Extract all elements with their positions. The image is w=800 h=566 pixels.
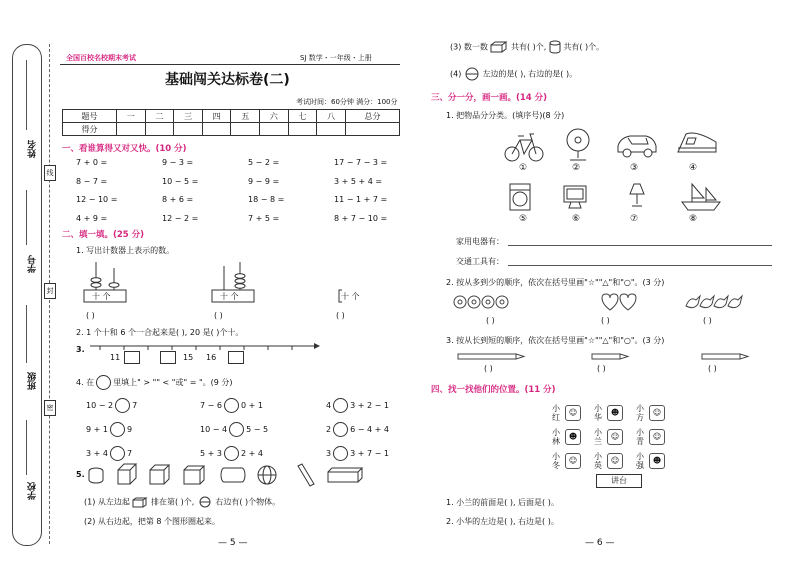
comparison-left: 3 [326,449,332,458]
comparison-left: 3 + 4 [86,449,108,458]
q4-prompt [76,375,233,390]
flower-icon [454,296,466,308]
comparison-right: 2 + 4 [240,449,263,458]
comparison-right: 7 [126,449,133,458]
numline-box[interactable] [124,351,140,364]
bird-icon [728,296,742,308]
score-table [62,109,400,136]
pencil-answer-3[interactable]: ( ) [708,364,717,373]
q5-part1 [84,496,280,508]
group-pictures [452,292,752,314]
page-number-right: — 6 — [585,538,615,548]
arithmetic-problem: 17 − 7 − 3 = [334,158,388,167]
cuboid-icon [328,468,362,482]
student-name: 小青 [636,428,644,446]
tv-icon [564,186,586,208]
student-name: 小林 [552,428,560,446]
score-header-cell: 五 [231,110,260,123]
train-icon [678,133,716,152]
count-q-a: (3) 数一数 [450,42,488,52]
ball-icon [258,466,276,484]
arithmetic-problem: 5 − 2 = [248,158,280,167]
comparison-item [200,422,268,437]
group-answer-3[interactable]: ( ) [703,316,712,325]
circle-icon [96,375,111,390]
stick-icon [298,464,314,486]
score-header-cell: 一 [117,110,146,123]
ball-icon [197,496,213,508]
comparison-right: 3 + 7 − 1 [350,449,389,458]
bird-icon [700,296,714,308]
cuboid-icon [490,41,508,53]
class-line [26,305,27,363]
q3-label: 3. [76,345,85,354]
student-id-line [26,190,27,245]
fan-icon [567,129,589,160]
score-cell[interactable] [174,123,203,136]
comparison-right: 6 − 4 + 4 [350,425,389,434]
student-face-icon: ☻ [565,429,581,445]
name-label: 姓名 [28,140,38,158]
student-face-icon: ☺ [649,429,665,445]
abacus-1-label: 十 个 [92,292,111,301]
group-answer-2[interactable]: ( ) [601,316,610,325]
series-title: 全国百校名校期末考试 [66,54,136,62]
comparison-item [326,398,389,413]
secret-marker: 密 [44,400,56,416]
score-cell[interactable] [260,123,289,136]
arithmetic-problem: 10 − 5 = [162,176,199,186]
ball-q-a: (4) [450,69,462,79]
flower-icon [496,296,508,308]
class-label: 班级 [28,372,38,390]
abacus-2-answer[interactable]: ( ) [214,311,223,320]
q2-tens-ones: 2. 1 个十和 6 个一合起来是( ), 20 是( )个十。 [76,328,244,337]
appliances-label: 家用电器有： [456,237,504,246]
score-header-cell: 题号 [63,110,117,123]
comparison-left: 10 − 4 [200,425,228,434]
student-face-icon: ☻ [649,453,665,469]
section1-title: 一、看谁算得又对又快。(10 分) [62,144,187,154]
cuboid-icon [184,466,204,484]
arithmetic-problem: 3 + 5 + 4 = [334,176,383,186]
student-name: 小华 [594,404,602,422]
heart-icon [602,294,618,310]
score-header-cell: 四 [202,110,231,123]
arithmetic-problem: 8 + 7 − 10 = [334,213,388,223]
arithmetic-problem: 12 − 2 = [162,213,199,223]
header-rule [60,64,400,65]
car-icon [618,136,656,157]
comparison-right: 9 [126,425,133,434]
arithmetic-problem: 12 − 10 = [76,195,118,204]
numline-16: 16 [206,353,217,362]
student-name: 小强 [636,452,644,470]
arithmetic-problem: 4 + 9 = [76,213,108,223]
arithmetic-problem: 7 + 0 = [76,158,108,167]
student-name: 小方 [636,404,644,422]
q5-part2: (2) 从右边起，把第 8 个图形圈起来。 [84,517,221,526]
flower-icon [468,296,480,308]
compare-circle[interactable] [333,422,348,437]
abacus-3-answer[interactable]: ( ) [336,311,345,320]
object-images [504,126,744,226]
sec3-q1-prompt: 1. 把物品分分类。(填序号)(8 分) [446,111,565,120]
sec3-q2-prompt: 2. 按从多到少的顺序，依次在括号里画"☆""△"和"○"。(3 分) [446,278,665,287]
comparison-item [86,422,132,437]
score-header-cell: 二 [145,110,174,123]
pencil-row [456,352,756,362]
flower-icon [482,296,494,308]
comparison-item [326,422,389,437]
q5-part1-a: (1) 从左边起 [84,497,130,507]
ball-position-question [450,67,577,81]
compare-circle[interactable] [229,422,244,437]
arithmetic-problem: 9 − 3 = [162,158,194,167]
compare-circle[interactable] [224,446,239,461]
comparison-item [86,398,137,413]
arithmetic-problem: 7 + 5 = [248,213,280,223]
comparison-left: 7 − 6 [200,401,222,410]
score-cell[interactable] [202,123,231,136]
section3-title: 三、分一分，画一画。(14 分) [431,93,548,103]
q5-part1-b: 排在第( )个, [150,497,195,507]
count-q-b: 共有( )个, [510,42,547,52]
pencil-answer-1[interactable]: ( ) [484,364,493,373]
student-face-icon: ☺ [565,453,581,469]
arithmetic-problem: 11 − 1 + 7 = [334,195,388,204]
cube-icon [150,465,169,484]
comparison-left: 2 [326,425,332,434]
sec3-q3-prompt: 3. 按从长到短的顺序，依次在括号里画"☆""△"和"○"。(3 分) [446,336,665,345]
section2-title: 二、填一填。(25 分) [62,230,145,240]
lamp-icon [630,184,644,206]
count-question [450,40,604,54]
student-name: 小冬 [552,452,560,470]
binding-frame [12,44,42,546]
score-cell[interactable] [145,123,174,136]
score-cell[interactable] [317,123,346,136]
comparison-item [326,446,389,461]
abacus-group [82,258,342,304]
item-number-6: ⑥ [572,214,581,224]
comparison-left: 10 − 2 [86,401,114,410]
score-cell[interactable] [345,123,399,136]
arithmetic-problem: 18 − 8 = [248,195,285,204]
school-line [26,420,27,475]
count-q-c: 共有( )个。 [563,42,605,52]
arithmetic-problem: 8 − 7 = [76,176,108,186]
ball-q-b: 左边的是( ), 右边的是( )。 [482,69,578,79]
student-face-icon: ☺ [649,405,665,421]
name-line [26,60,27,130]
student-face-icon: ☺ [607,453,623,469]
score-header-cell: 八 [317,110,346,123]
transport-label: 交通工具有： [456,257,504,266]
q5-label: 5. [76,470,85,479]
item-number-5: ⑤ [519,214,528,224]
sec4-q2: 2. 小华的左边是( ), 右边是( )。 [446,517,559,526]
transport-answer-line[interactable] [508,265,772,266]
item-number-3: ③ [630,163,639,173]
q1-abacus-prompt: 1. 写出计数器上表示的数。 [76,246,175,255]
pencil-icon [702,354,748,359]
cuboid-icon [132,497,148,508]
pencil-answer-2[interactable]: ( ) [597,364,606,373]
compare-circle[interactable] [110,446,125,461]
score-cell[interactable] [231,123,260,136]
arithmetic-problem: 8 + 6 = [162,195,194,204]
q5-part1-c: 右边有( )个物体。 [215,497,281,507]
numline-15: 15 [183,353,194,362]
comparison-right: 3 + 2 − 1 [350,401,389,410]
comparison-right: 0 + 1 [240,401,263,410]
student-face-icon: ☺ [565,405,581,421]
compare-circle[interactable] [333,398,348,413]
compare-circle[interactable] [115,398,130,413]
heart-icon [620,294,636,310]
cylinder-icon [221,468,245,482]
cuboid-icon [118,464,136,484]
student-name: 小兰 [594,428,602,446]
shape-row [86,462,376,488]
line-marker: 线 [44,165,56,181]
score-cell[interactable] [117,123,146,136]
pencil-icon [458,354,524,359]
score-header-cell: 七 [288,110,317,123]
item-number-4: ④ [689,163,698,173]
comparison-right: 7 [132,401,138,410]
score-header-cell: 总分 [345,110,399,123]
podium: 讲台 [596,474,642,488]
score-header-cell: 三 [174,110,203,123]
section4-title: 四、找一找他们的位置。(11 分) [431,385,556,395]
numline-box[interactable] [160,351,176,364]
comparison-left: 4 [326,401,332,410]
item-number-7: ⑦ [630,214,639,224]
cylinder-icon [89,468,103,483]
bird-icon [686,296,700,308]
bird-icon [714,296,728,308]
page-title: 基础闯关达标卷(二) [165,72,290,88]
pencil-icon [592,354,628,359]
comparison-item [200,446,263,461]
student-name: 小英 [594,452,602,470]
student-face-icon: ☻ [607,405,623,421]
bicycle-icon [505,134,543,161]
cylinder-icon [549,40,561,54]
compare-circle[interactable] [333,446,348,461]
comparison-left: 9 + 1 [86,425,108,434]
subject-label: SJ 数学・一年级・上册 [300,54,372,62]
ship-icon [682,184,720,210]
ball-icon [464,67,480,81]
student-id-label: 学号 [28,255,38,273]
student-name: 小红 [552,404,560,422]
number-line [86,340,326,354]
comparison-right: 5 − 5 [246,425,269,434]
seal-marker: 封 [44,283,56,299]
comparison-left: 5 + 3 [200,449,222,458]
q4-prompt-b: 里填上" > "" < "或" = "。(9 分) [113,378,233,387]
score-header-cell: 六 [260,110,289,123]
item-number-8: ⑧ [689,214,698,224]
score-row-label: 得分 [63,123,117,136]
sec4-q1: 1. 小兰的前面是( ), 后面是( )。 [446,498,559,507]
school-label: 学校 [28,482,38,500]
exam-info: 考试时间：60分钟 满分：100分 [296,98,398,106]
page-number-left: — 5 — [218,538,248,548]
abacus-2-label: 十 个 [220,292,239,301]
compare-circle[interactable] [110,422,125,437]
abacus-1-answer[interactable]: ( ) [86,311,95,320]
compare-circle[interactable] [224,398,239,413]
washing-machine-icon [510,184,530,210]
q4-prompt-a: 4. 在 [76,378,95,387]
arithmetic-problem: 9 − 9 = [248,176,280,186]
student-face-icon: ☺ [607,429,623,445]
comparison-item [200,398,263,413]
score-cell[interactable] [288,123,317,136]
group-answer-1[interactable]: ( ) [486,316,495,325]
numline-box[interactable] [228,351,244,364]
numline-11: 11 [110,353,121,362]
item-number-2: ② [572,163,581,173]
abacus-3-label: 十 个 [341,292,360,301]
appliances-answer-line[interactable] [508,245,772,246]
comparison-item [86,446,132,461]
item-number-1: ① [519,163,528,173]
